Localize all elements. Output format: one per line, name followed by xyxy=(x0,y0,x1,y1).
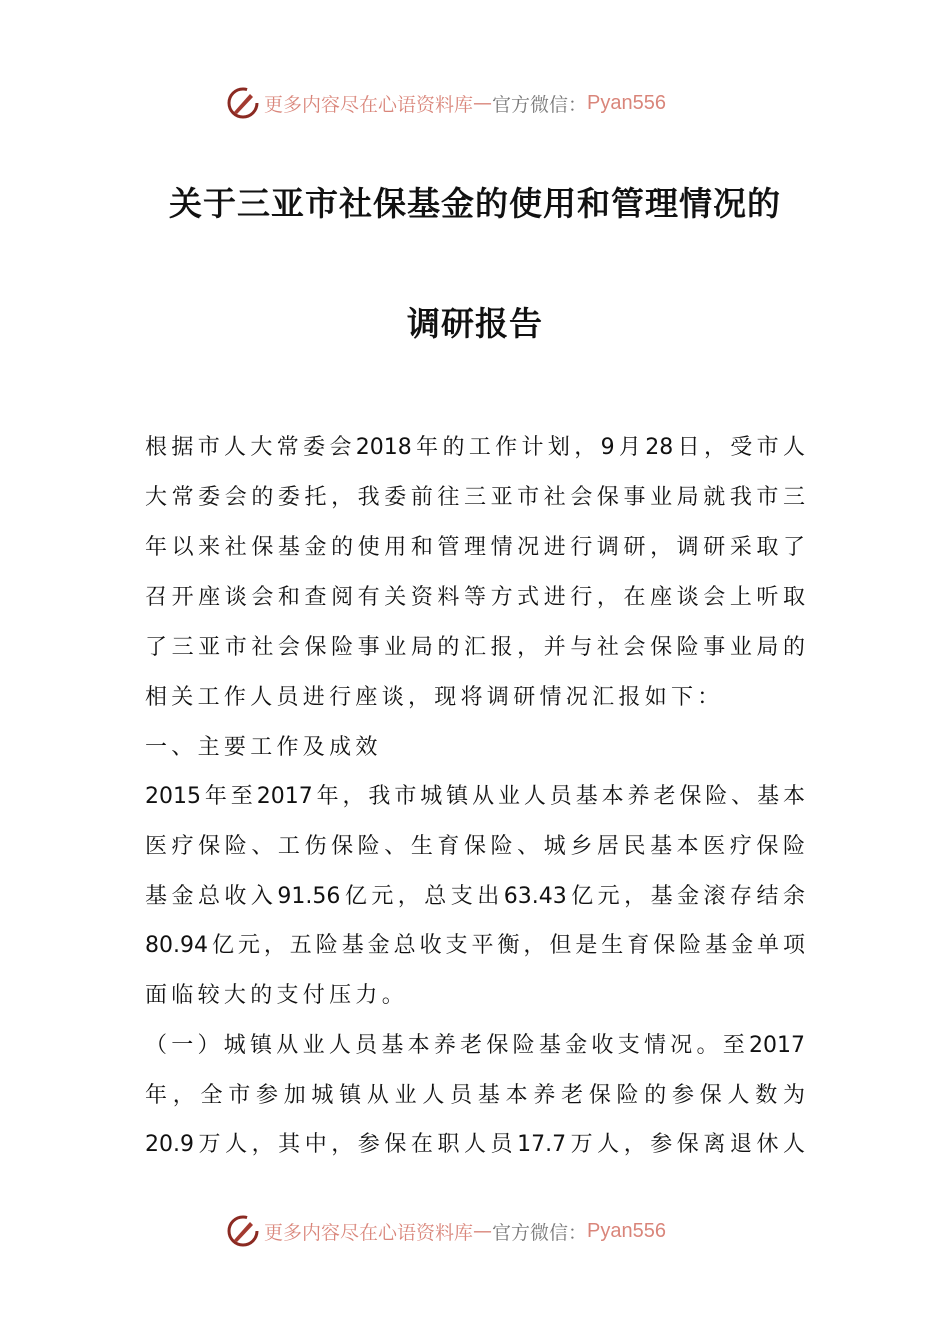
body-line: 面临较大的支付压力。 xyxy=(145,983,409,1008)
body-line: （一）城镇从业人员基本养老保险基金收支情况。至2017 xyxy=(145,1033,805,1058)
banner-wechat-id: Pyan556 xyxy=(587,91,666,114)
body-line: 基金总收入91.56亿元，总支出63.43亿元，基金滚存结余 xyxy=(145,884,805,909)
body-line: 了三亚市社会保险事业局的汇报，并与社会保险事业局的 xyxy=(145,635,805,660)
banner-site-text: 更多内容尽在心语资料库 xyxy=(264,1221,474,1244)
body-line: 年以来社保基金的使用和管理情况进行调研，调研采取了 xyxy=(145,535,805,560)
banner-site-text: 更多内容尽在心语资料库 xyxy=(264,93,474,116)
pen-logo-icon xyxy=(226,86,260,120)
body-line: 召开座谈会和查阅有关资料等方式进行，在座谈会上听取 xyxy=(145,585,805,610)
body-line: 80.94亿元，五险基金总收支平衡，但是生育保险基金单项 xyxy=(145,933,805,958)
body-line: 20.9万人，其中，参保在职人员17.7万人，参保离退休人 xyxy=(145,1132,805,1157)
footer-banner xyxy=(226,1211,726,1251)
body-line: 年，全市参加城镇从业人员基本养老保险的参保人数为 xyxy=(145,1083,805,1108)
body-line: 根据市人大常委会2018年的工作计划，9月28日，受市人 xyxy=(145,435,805,460)
banner-wechat-label: 官方微信： xyxy=(492,93,588,116)
section-heading: 一、主要工作及成效 xyxy=(145,735,382,760)
body-line: 2015年至2017年，我市城镇从业人员基本养老保险、基本 xyxy=(145,784,805,809)
banner-wechat-id: Pyan556 xyxy=(587,1219,666,1242)
header-banner xyxy=(226,83,726,123)
banner-dash: — xyxy=(473,92,493,114)
body-line: 相关工作人员进行座谈，现将调研情况汇报如下： xyxy=(145,685,724,710)
document-title-line1: 关于三亚市社保基金的使用和管理情况的 xyxy=(169,184,781,223)
banner-dash: — xyxy=(473,1220,493,1242)
body-line: 医疗保险、工伤保险、生育保险、城乡居民基本医疗保险 xyxy=(145,834,805,859)
pen-logo-icon xyxy=(226,1214,260,1248)
body-line: 大常委会的委托，我委前往三亚市社会保事业局就我市三 xyxy=(145,485,805,510)
banner-wechat-label: 官方微信： xyxy=(492,1221,588,1244)
document-title-line2: 调研报告 xyxy=(407,304,543,343)
